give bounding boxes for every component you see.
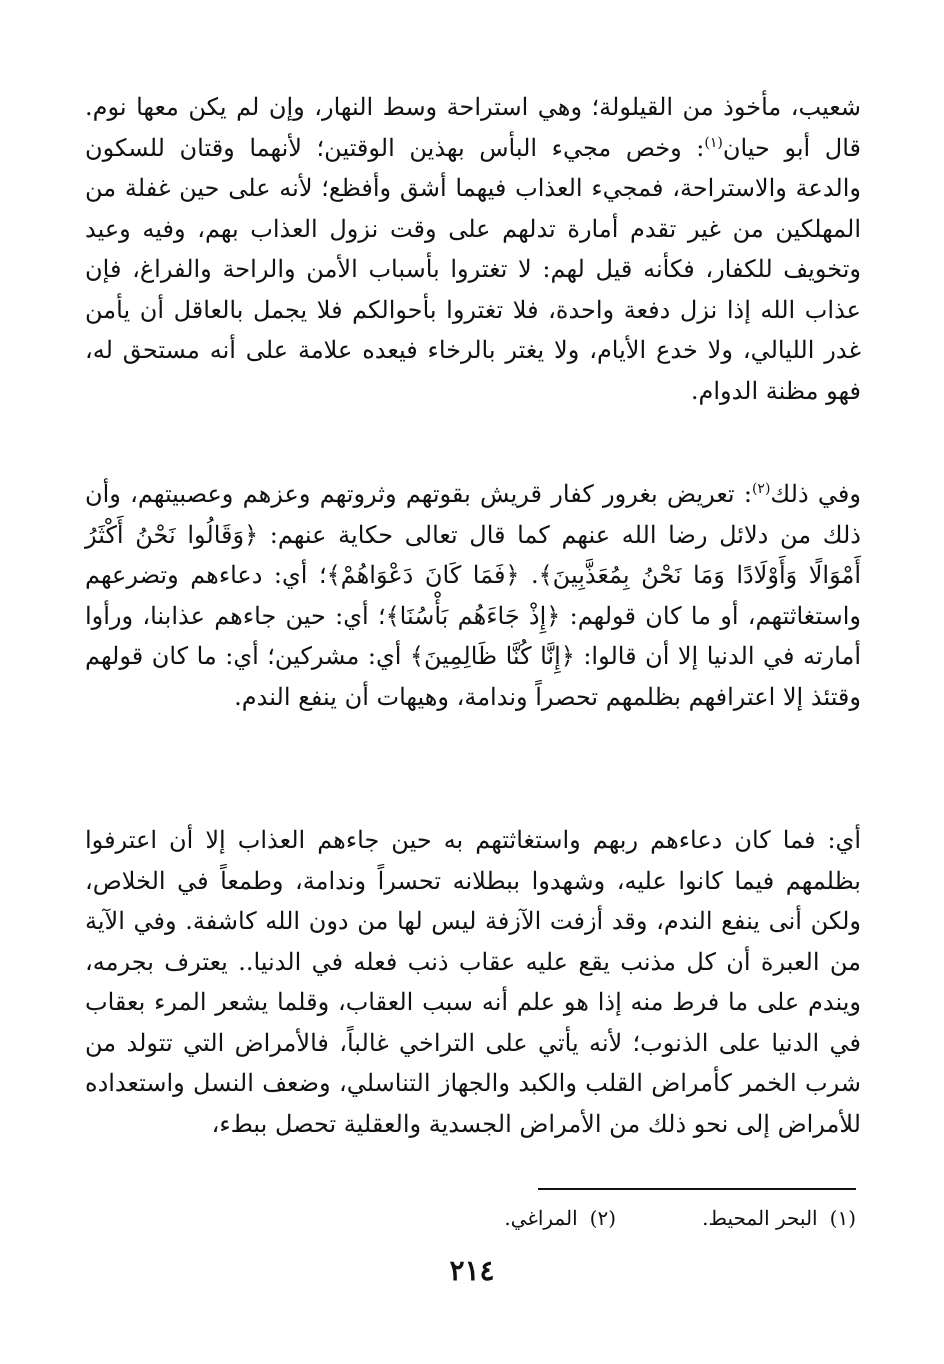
- paragraph-2: [85, 474, 861, 717]
- paragraph-1-text: شعيب، مأخوذ من القيلولة؛ وهي استراحة وسط النهار، وإن لم يكن معها نوم. قال أبو حيان: [85, 93, 861, 162]
- footnote-ref-2[interactable]: (٢): [751, 481, 771, 497]
- footnote-2-marker: (٢): [589, 1206, 616, 1230]
- paragraph-2-text-continued: : تعريض بغرور كفار قريش بقوتهم وثروتهم وعزهم وعصبيتهم، وأن ذلك من دلائل رضا الله عنهم كما قال تعالى حكاية عنهم: ﴿وَقَالُوا نَحْنُ أَكْثَرُ أَمْوَالًا وَأَوْلَادًا وَمَا نَحْنُ بِمُعَذَّبِينَ﴾. ﴿فَمَا كَانَ دَعْوَاهُمْ﴾؛ أي: دعاءهم وتضرعهم واستغاثتهم، أو ما كان قولهم: ﴿إِذْ جَاءَهُم بَأْسُنَا﴾؛ أي: حين جاءهم عذابنا، ورأوا أمارته في الدنيا إلا أن قالوا: ﴿إِنَّا كُنَّا ظَالِمِينَ﴾ أي: مشركين؛ أي: ما كان قولهم وقتئذ إلا اعترافهم بظلمهم تحصراً وندامة، وهيهات أن ينفع الندم.: [85, 480, 862, 711]
- paragraph-2-text: وفي ذلك: [770, 480, 861, 508]
- paragraph-1-text-continued: : وخص مجيء البأس بهذين الوقتين؛ لأنهما وقتان للسكون والدعة والاستراحة، فمجيء العذاب فيهما أشق وأفظع؛ لأنه على حين غفلة من المهلكين من غير تقدم أمارة تدلهم على وقت نزول العذاب بهم، وفيه وعيد وتخويف للكفار، فكأنه قيل لهم: لا تغتروا بأسباب الأمن والراحة والفراغ، فإن عذاب الله إذا نزل دفعة واحدة، فلا تغتروا بأحوالكم فلا يجمل بالعاقل أن يأمن غدر الليالي، ولا خدع الأيام، ولا يغتر بالرخاء فيعده علامة على أنه مستحق له، فهو مظنة الدوام.: [85, 133, 861, 405]
- footnote-1-marker: (١): [829, 1206, 856, 1230]
- paragraph-3-text: أي: فما كان دعاءهم ربهم واستغاثتهم به حين جاءهم العذاب إلا أن اعترفوا بظلمهم فيما كانوا عليه، وشهدوا ببطلانه تحسراً وندامة، وطمعاً في الخلاص، ولكن أنى ينفع الندم، وقد أزفت الآزفة ليس لها من دون الله كاشفة. وفي الآية من العبرة أن كل مذنب يقع عليه عقاب ذنب فعله في الدنيا.. يعترف بجرمه، ويندم على ما فرط منه إذا هو علم أنه سبب العقاب، وقلما يشعر المرء بعقاب في الدنيا على الذنوب؛ لأنه يأتي على التراخي غالباً، فالأمراض التي تتولد من شرب الخمر كأمراض القلب والكبد والجهاز التناسلي، وضعف النسل واستعداده للأمراض إلى نحو ذلك من الأمراض الجسدية والعقلية تحصل ببطء،: [85, 826, 861, 1138]
- page-number: ٢١٤: [449, 1254, 495, 1287]
- footnote-divider: [538, 1188, 856, 1190]
- footnote-ref-1[interactable]: (١): [704, 134, 723, 151]
- paragraph-3: [85, 820, 861, 1144]
- footnote-1: [616, 1203, 856, 1233]
- footnote-2: [504, 1203, 616, 1233]
- footnote-1-text: البحر المحيط.: [702, 1206, 818, 1230]
- footnotes: [300, 1203, 856, 1233]
- footnote-2-text: المراغي.: [504, 1206, 578, 1230]
- paragraph-1: [85, 87, 861, 411]
